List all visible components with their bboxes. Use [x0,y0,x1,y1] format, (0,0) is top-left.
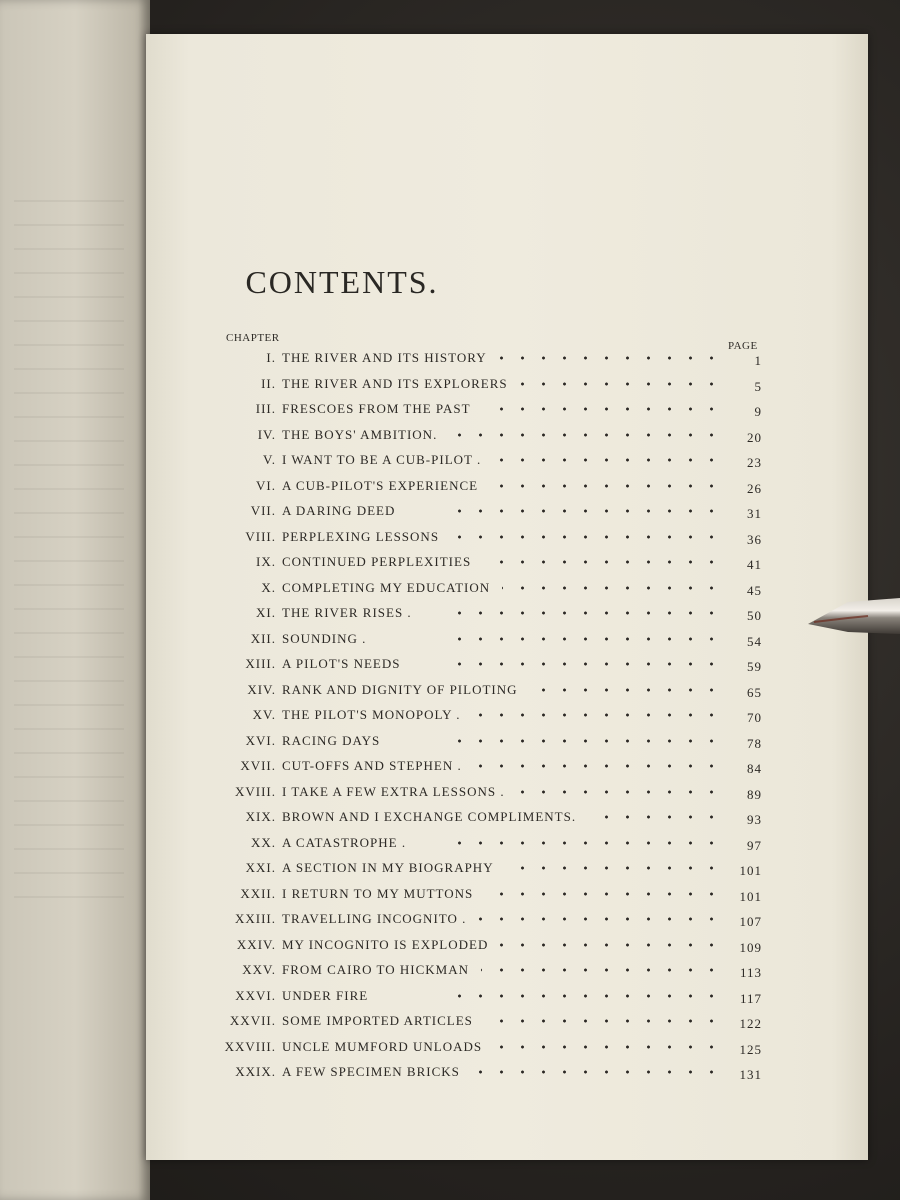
toc-entry [0,427,900,449]
chapter-title: THE RIVER AND ITS HISTORY [282,350,487,365]
dot-leader [502,582,722,594]
chapter-title: COMPLETING MY EDUCATION [282,579,491,595]
chapter-title: UNCLE MUMFORD UNLOADS [282,1038,483,1054]
pen-pointer-icon [808,596,900,636]
dot-leader [440,837,722,849]
page-number: 45 [747,582,762,598]
toc-entry [0,988,900,1010]
chapter-number: XXII. [240,885,276,901]
chapter-number: VII. [250,503,276,518]
dot-leader [483,556,722,568]
chapter-number: XXI. [245,860,276,875]
chapter-title: TRAVELLING INCOGNITO . [282,911,467,926]
chapter-number: XXIV. [236,936,276,952]
toc-entry [0,733,900,755]
toc-entry [0,758,900,780]
chapter-number: IX. [256,554,276,569]
dot-leader [478,913,722,925]
chapter-number: X. [261,579,276,595]
dot-leader [499,352,722,364]
chapter-number: V. [263,452,276,467]
page-column-header: PAGE [728,340,758,352]
toc-entry [0,605,900,627]
page-number: 101 [739,863,762,878]
page-number: 101 [739,888,762,904]
page-number: 70 [747,710,762,725]
dot-leader [440,633,722,645]
toc-entry [0,452,900,474]
chapter-number: IV. [257,426,276,442]
page-number: 31 [747,506,762,521]
toc-entry [0,503,900,525]
chapter-number: XIII. [245,656,276,671]
chapter-number: XVIII. [234,783,276,799]
toc-entry [0,376,900,398]
dot-leader [485,888,722,900]
chapter-title: CUT-OFFS AND STEPHEN . [282,758,462,773]
chapter-title: THE RIVER AND ITS EXPLORERS [282,375,508,391]
dot-leader [493,454,722,466]
page-number: 50 [747,608,762,623]
chapter-title: A DARING DEED [282,503,396,518]
chapter-title: FRESCOES FROM THE PAST [282,401,471,416]
chapter-number: XX. [250,834,276,850]
chapter-number: XV. [252,707,276,722]
dot-leader [483,403,722,415]
chapter-title: THE RIVER RISES . [282,605,412,620]
dot-leader [490,480,722,492]
chapter-title: I TAKE A FEW EXTRA LESSONS . [282,783,505,799]
chapter-title: I WANT TO BE A CUB-PILOT . [282,452,482,467]
toc-entry [0,554,900,576]
dot-leader [500,939,722,951]
dot-leader [481,964,722,976]
dot-leader [517,786,722,798]
page-number: 117 [739,990,762,1006]
toc-entry [0,401,900,423]
toc-entry [0,478,900,500]
chapter-title: THE BOYS' AMBITION. [282,426,438,442]
toc-entry [0,860,900,882]
chapter-number: XXIX. [235,1064,276,1079]
chapter-number: XVI. [245,732,276,748]
dot-leader [440,990,722,1002]
dot-leader [440,607,722,619]
chapter-number: XII. [250,630,276,646]
toc-entry [0,937,900,959]
chapter-title: A SECTION IN MY BIOGRAPHY [282,860,494,875]
dot-leader [588,811,722,823]
page-number: 54 [747,633,762,649]
page-number: 36 [747,531,762,547]
page-number: 107 [739,914,762,929]
dot-leader [472,1066,722,1078]
page-number: 41 [747,557,762,572]
dot-leader [530,684,722,696]
chapter-title: UNDER FIRE [282,987,369,1003]
dot-leader [449,429,722,441]
page-number: 84 [747,761,762,776]
chapter-title: RACING DAYS [282,732,381,748]
chapter-title: BROWN AND I EXCHANGE COMPLIMENTS. [282,809,577,824]
page-number: 131 [739,1067,762,1082]
dot-leader [520,378,722,390]
page-number: 23 [747,455,762,470]
chapter-number: XXIII. [234,911,276,926]
dot-leader [440,658,722,670]
dot-leader [440,735,722,747]
page-title: CONTENTS. [245,264,439,300]
toc-entry [0,1064,900,1086]
page-number: 113 [739,965,762,980]
page-number: 97 [747,837,762,853]
page-number: 9 [754,404,762,419]
chapter-number: XVII. [240,758,276,773]
toc-entry [0,682,900,704]
page-number: 78 [747,735,762,751]
page-number: 65 [747,684,762,700]
chapter-title: A PILOT'S NEEDS [282,656,401,671]
chapter-title: SOME IMPORTED ARTICLES [282,1013,473,1028]
chapter-title: A CATASTROPHE . [282,834,407,850]
toc-entry [0,656,900,678]
dot-leader [440,505,722,517]
chapter-number: XI. [256,605,276,620]
toc-entry [0,835,900,857]
chapter-title: PERPLEXING LESSONS [282,528,440,544]
dot-leader [451,531,722,543]
toc-entry [0,886,900,908]
page-number: 1 [754,353,762,368]
chapter-number: XIV. [247,681,276,697]
chapter-number: XXVI. [235,987,276,1003]
chapter-title: THE PILOT'S MONOPOLY . [282,707,461,722]
page-number: 89 [747,786,762,802]
dot-leader [506,862,722,874]
chapter-number: VIII. [245,528,276,544]
page-number: 59 [747,659,762,674]
chapter-title: FROM CAIRO TO HICKMAN [282,962,470,977]
chapter-title: MY INCOGNITO IS EXPLODED [282,936,489,952]
toc-entry [0,784,900,806]
page-number: 5 [754,378,762,394]
page-number: 122 [739,1016,762,1031]
dot-leader [485,1015,722,1027]
chapter-number: XXV. [242,962,276,977]
page-number: 26 [747,480,762,496]
toc-entry [0,529,900,551]
chapter-number: II. [261,375,276,391]
toc-entry [0,707,900,729]
toc-entry [0,1013,900,1035]
toc-entry [0,350,900,372]
chapter-title: CONTINUED PERPLEXITIES [282,554,472,569]
page-number: 109 [739,939,762,955]
chapter-number: III. [255,401,276,416]
chapter-title: A CUB-PILOT'S EXPERIENCE [282,477,479,493]
chapter-number: XIX. [245,809,276,824]
chapter-title: I RETURN TO MY MUTTONS [282,885,474,901]
chapter-number: I. [266,350,276,365]
dot-leader [473,709,722,721]
chapter-title: A FEW SPECIMEN BRICKS [282,1064,460,1079]
chapter-title: SOUNDING . [282,630,367,646]
toc-entry [0,631,900,653]
dot-leader [494,1041,722,1053]
toc-entry [0,1039,900,1061]
chapter-number: XXVII. [229,1013,276,1028]
chapter-number: XXVIII. [224,1038,276,1054]
dot-leader [474,760,722,772]
toc-entry [0,911,900,933]
page-number: 125 [739,1041,762,1057]
chapter-title: RANK AND DIGNITY OF PILOTING [282,681,518,697]
page-number: 20 [747,429,762,445]
toc-entry [0,580,900,602]
chapter-number: VI. [256,477,276,493]
page-number: 93 [747,812,762,827]
chapter-column-header: CHAPTER [226,332,280,344]
toc-entry [0,809,900,831]
toc-entry [0,962,900,984]
